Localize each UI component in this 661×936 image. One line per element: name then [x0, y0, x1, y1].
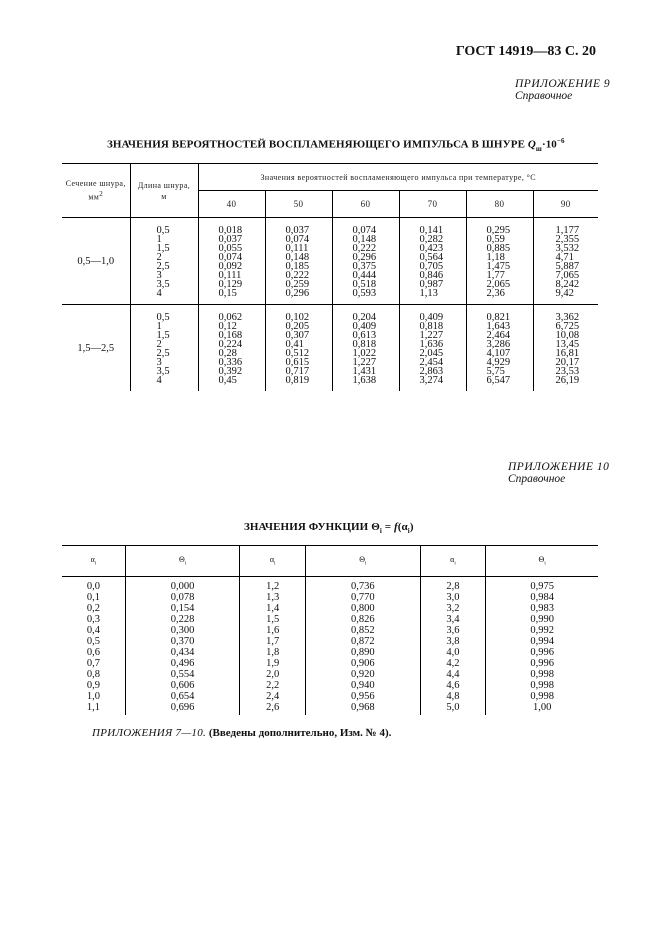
title-q: Q: [527, 138, 536, 151]
func-col-5: 0,975 0,984 0,983 0,990 0,992 0,994 0,996 0,996 0,998 0,998 0,998 1,00: [530, 581, 554, 713]
value-cell-90: 1,177 2,355 3,532 4,71 5,887 7,065 8,242 9,42: [533, 218, 598, 305]
func-header-sym: Θ: [538, 555, 545, 565]
title-mult: ·10: [541, 138, 557, 151]
page-header: ГОСТ 14919—83 С. 20: [455, 44, 596, 59]
table2-title-text: ЗНАЧЕНИЯ ФУНКЦИИ: [244, 521, 369, 533]
value-cell-80: 0,821 1,643 2,464 3,286 4,107 4,929 5,75 6,547: [466, 305, 533, 392]
func-header-sub: i: [184, 561, 187, 567]
title-theta: Θ: [371, 521, 380, 533]
title-exp: −6: [556, 137, 565, 145]
func-header-1: [125, 546, 240, 577]
func-header-2: [240, 546, 306, 577]
value-cell-60: 0,204 0,409 0,613 0,818 1,022 1,227 1,431 1,638: [332, 305, 399, 392]
temp-header-70: 70: [399, 191, 466, 218]
title-arg: (α: [397, 521, 408, 533]
func-header-sub: i: [454, 561, 456, 567]
func-header-sym: α: [450, 555, 455, 565]
func-header-sub: i: [544, 561, 546, 567]
appendix-10-title: ПРИЛОЖЕНИЕ 10: [508, 461, 610, 473]
temp-header-80: 80: [466, 191, 533, 218]
title-f: f: [393, 521, 398, 533]
col-section-header: Сечение шнура, $мм^2$: [62, 164, 130, 218]
title-theta-sub: i: [379, 527, 382, 536]
appendix-9-sub: Справочное: [515, 90, 573, 102]
func-header-sym: Θ: [179, 555, 185, 565]
appendix-9-label: [515, 78, 610, 102]
col-temp-header: Значения вероятностей воспламеняющего импульса при температуре, °С: [198, 164, 598, 191]
title-close: ): [409, 521, 414, 533]
probability-table: [62, 163, 598, 391]
table-row: [62, 218, 598, 305]
func-header-sub: i: [274, 561, 276, 567]
func-col-4: 2,8 3,0 3,2 3,4 3,6 3,8 4,0 4,2 4,4 4,6 4,8 5,0: [420, 577, 486, 716]
title-q-sub: ш: [535, 144, 542, 153]
func-header-3: [306, 546, 421, 577]
value-cell-40: 0,018 0,037 0,055 0,074 0,092 0,111 0,129 0,15: [198, 218, 265, 305]
func-header-sub: i: [365, 561, 367, 567]
title-eq: =: [381, 521, 394, 533]
section-cell: 1,5—2,5: [62, 305, 130, 392]
footnote: [92, 727, 391, 739]
footnote-italic: ПРИЛОЖЕНИЯ 7—10.: [92, 727, 207, 739]
temp-header-40: 40: [198, 191, 265, 218]
func-header-sym: Θ: [359, 555, 366, 565]
value-cell-80: 0,295 0,59 0,885 1,18 1,475 1,77 2,065 2,36: [466, 218, 533, 305]
func-col-3: 0,736 0,770 0,800 0,826 0,852 0,872 0,890 0,906 0,920 0,940 0,956 0,968: [306, 577, 421, 716]
table-row: [62, 305, 598, 392]
col-length-header: Длина шнура, м: [130, 164, 198, 218]
function-table: [62, 545, 598, 715]
func-header-sym: α: [90, 555, 95, 565]
func-header-4: [420, 546, 486, 577]
table1-title: [107, 137, 565, 153]
value-cell-70: 0,141 0,282 0,423 0,564 0,705 0,846 0,987 1,13: [399, 218, 466, 305]
temp-header-60: 60: [332, 191, 399, 218]
table2-title: [244, 521, 414, 535]
func-header-5: [486, 546, 598, 577]
value-cell-40: 0,062 0,12 0,168 0,224 0,28 0,336 0,392 0,45: [198, 305, 265, 392]
temp-header-90: 90: [533, 191, 598, 218]
length-cell: 0,5 1 1,5 2 2,5 3 3,5 4: [130, 305, 198, 392]
section-cell: 0,5—1,0: [62, 218, 130, 305]
value-cell-90: 3,362 6,725 10,08 13,45 16,81 20,17 23,53 26,19: [555, 312, 580, 386]
appendix-10-sub: Справочное: [508, 473, 566, 485]
func-header-0: [62, 546, 125, 577]
value-cell-50: 0,037 0,074 0,111 0,148 0,185 0,222 0,259 0,296: [265, 218, 332, 305]
func-col-2: 1,2 1,3 1,4 1,5 1,6 1,7 1,8 1,9 2,0 2,2 2,4 2,6: [240, 577, 306, 716]
value-cell-60: 0,074 0,148 0,222 0,296 0,375 0,444 0,518 0,593: [332, 218, 399, 305]
title-arg-sub: i: [407, 527, 410, 536]
func-header-sub: i: [94, 561, 97, 567]
value-cell-70: 0,409 0,818 1,227 1,636 2,045 2,454 2,863 3,274: [399, 305, 466, 392]
func-header-sym: α: [269, 555, 275, 565]
func-col-0: 0,0 0,1 0,2 0,3 0,4 0,5 0,6 0,7 0,8 0,9 1,0 1,1: [62, 577, 125, 716]
footnote-bold: (Введены дополнительно, Изм. № 4).: [208, 727, 392, 739]
appendix-10-label: [508, 461, 609, 485]
value-cell-50: 0,102 0,205 0,307 0,41 0,512 0,615 0,717 0,819: [265, 305, 332, 392]
temp-header-50: 50: [265, 191, 332, 218]
table1-title-text: ЗНАЧЕНИЯ ВЕРОЯТНОСТЕЙ ВОСПЛАМЕНЯЮЩЕГО ИМПУЛЬСА В ШНУРЕ: [107, 138, 526, 151]
length-cell: 0,5 1 1,5 2 2,5 3 3,5 4: [130, 218, 198, 305]
appendix-9-title: ПРИЛОЖЕНИЕ 9: [515, 78, 611, 90]
func-col-1: 0,000 0,078 0,154 0,228 0,300 0,370 0,434 0,496 0,554 0,606 0,654 0,696: [125, 577, 240, 716]
